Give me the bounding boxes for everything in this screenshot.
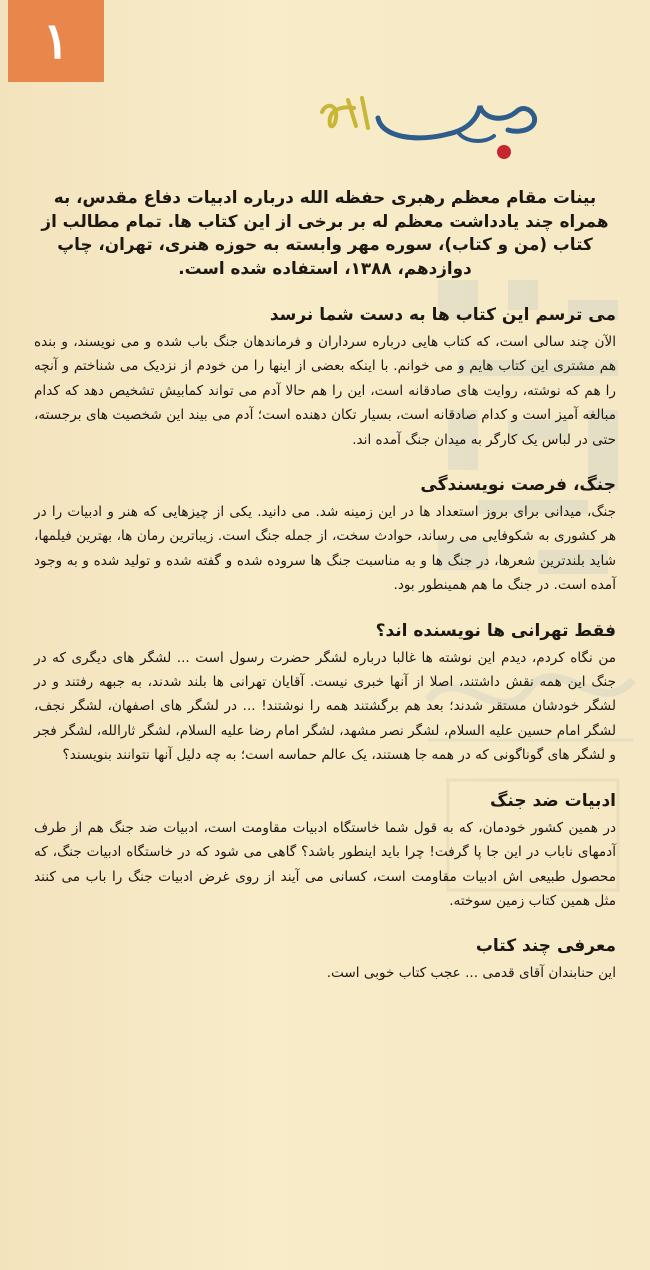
- calligraphy-olive-stroke: [322, 98, 368, 128]
- section-heading: ادبیات ضد جنگ: [489, 790, 616, 811]
- calligraphy-blue-stroke: [378, 106, 535, 138]
- section-fear-books: [34, 302, 616, 452]
- calligraphy-blue-hook: [458, 132, 494, 141]
- intro-paragraph: بینات مقام معظم رهبری حفظه الله درباره ادبیات دفاع مقدس، به همراه چند یادداشت معظم له بر برخی از این کتاب ها. تمام مطالب از کتاب (من و کتاب)، سوره مهر وابسته به حوزه هنری، تهران، چاپ دوازدهم، ۱۳۸۸، استفاده شده است.: [41, 187, 609, 278]
- section-heading: معرفی چند کتاب: [475, 936, 616, 957]
- section-book-introduction: [34, 933, 616, 985]
- section-body: در همین کشور خودمان، که به قول شما خاستگاه ادبیات مقاومت است، ادبیات ضد جنگ هم از طرف آدمهای ناباب در این جا پا گرفت! چرا باید اینطور باشد؟ گاهی می شود که در خاستگاه ادبیات جنگ، که محصول طبیعی اش ادبیات مقاومت است، کسانی می آیند از روی غرض ادبیات جنگ را باب می کنند مثل همین کتاب زمین سوخته.: [34, 819, 616, 909]
- section-anti-war-literature: [34, 788, 616, 914]
- section-body: جنگ، میدانی برای بروز استعداد ها در این زمینه شد. می دانید. یکی از چیزهایی که هنر و ادبیات را در هر کشوری به شکوفایی می رساند، حوادث سخت، از جمله جنگ است. زیباترین رمان ها، بهترین فیلمها، شاید بلندترین شعرها، در جنگ ها و به مناسبت جنگ ها سروده شده و گفته شده و تولید شده و به وجود آمده است. در جنگ ما هم همینطور بود.: [34, 504, 616, 594]
- section-body: این حنابندان آقای قدمی ... عجب کتاب خوبی است.: [326, 965, 616, 982]
- section-heading: جنگ، فرصت نویسندگی: [420, 475, 616, 496]
- page-number: ۱: [42, 11, 70, 70]
- section-war-writing-opportunity: [34, 472, 616, 598]
- calligraphy-red-dot: [497, 145, 511, 159]
- page-number-tab: [8, 0, 104, 82]
- section-heading: فقط تهرانی ها نویسنده اند؟: [375, 620, 616, 641]
- section-body: الآن چند سالی است، که کتاب هایی درباره سرداران و فرماندهان جنگ باب شده و می نویسند، و بنده هم مشتری این کتاب هایم و می خوانم. با اینکه بعضی از اینها را من خودم از نزدیک می شناختم و آنچه را هم که نوشته، روایت های صادقانه است، این را هم حالا آدم می تواند کمابیش تشخیص دهد که کدام مبالغه آمیز است و کدام صادقانه است، بسیار تکان دهنده است؛ آدم می بیند این شخصیت های برجسته، حتی در لباس یک کارگر به میدان جنگ آمده اند.: [34, 334, 616, 448]
- section-only-tehranis: [34, 618, 616, 768]
- basmala-calligraphy-logo: [308, 88, 544, 174]
- section-body: من نگاه کردم، دیدم این نوشته ها غالبا درباره لشگر حضرت رسول است ... لشگر های دیگری که در جنگ این همه نقش داشتند، اصلا از آنها خبری نیست. آقایان تهرانی ها بلند شدند، به جبهه رفتند و در لشگر خودشان مستقر شدند؛ بعد هم برگشتند همه را نوشتند! ... در لشگر های اصفهان، لشگر نجف، لشگر امام حسین علیه السلام، لشگر نصر مشهد، لشگر امام رضا علیه السلام، لشگر ثارالله، لشگر فجر و لشگر های گوناگونی که در همه جا هستند، یک عالم حماسه است؛ به چه دلیل آنها نتوانند بنویسند؟: [34, 649, 616, 764]
- article-content: [34, 186, 616, 1006]
- section-heading: می ترسم این کتاب ها به دست شما نرسد: [269, 305, 616, 325]
